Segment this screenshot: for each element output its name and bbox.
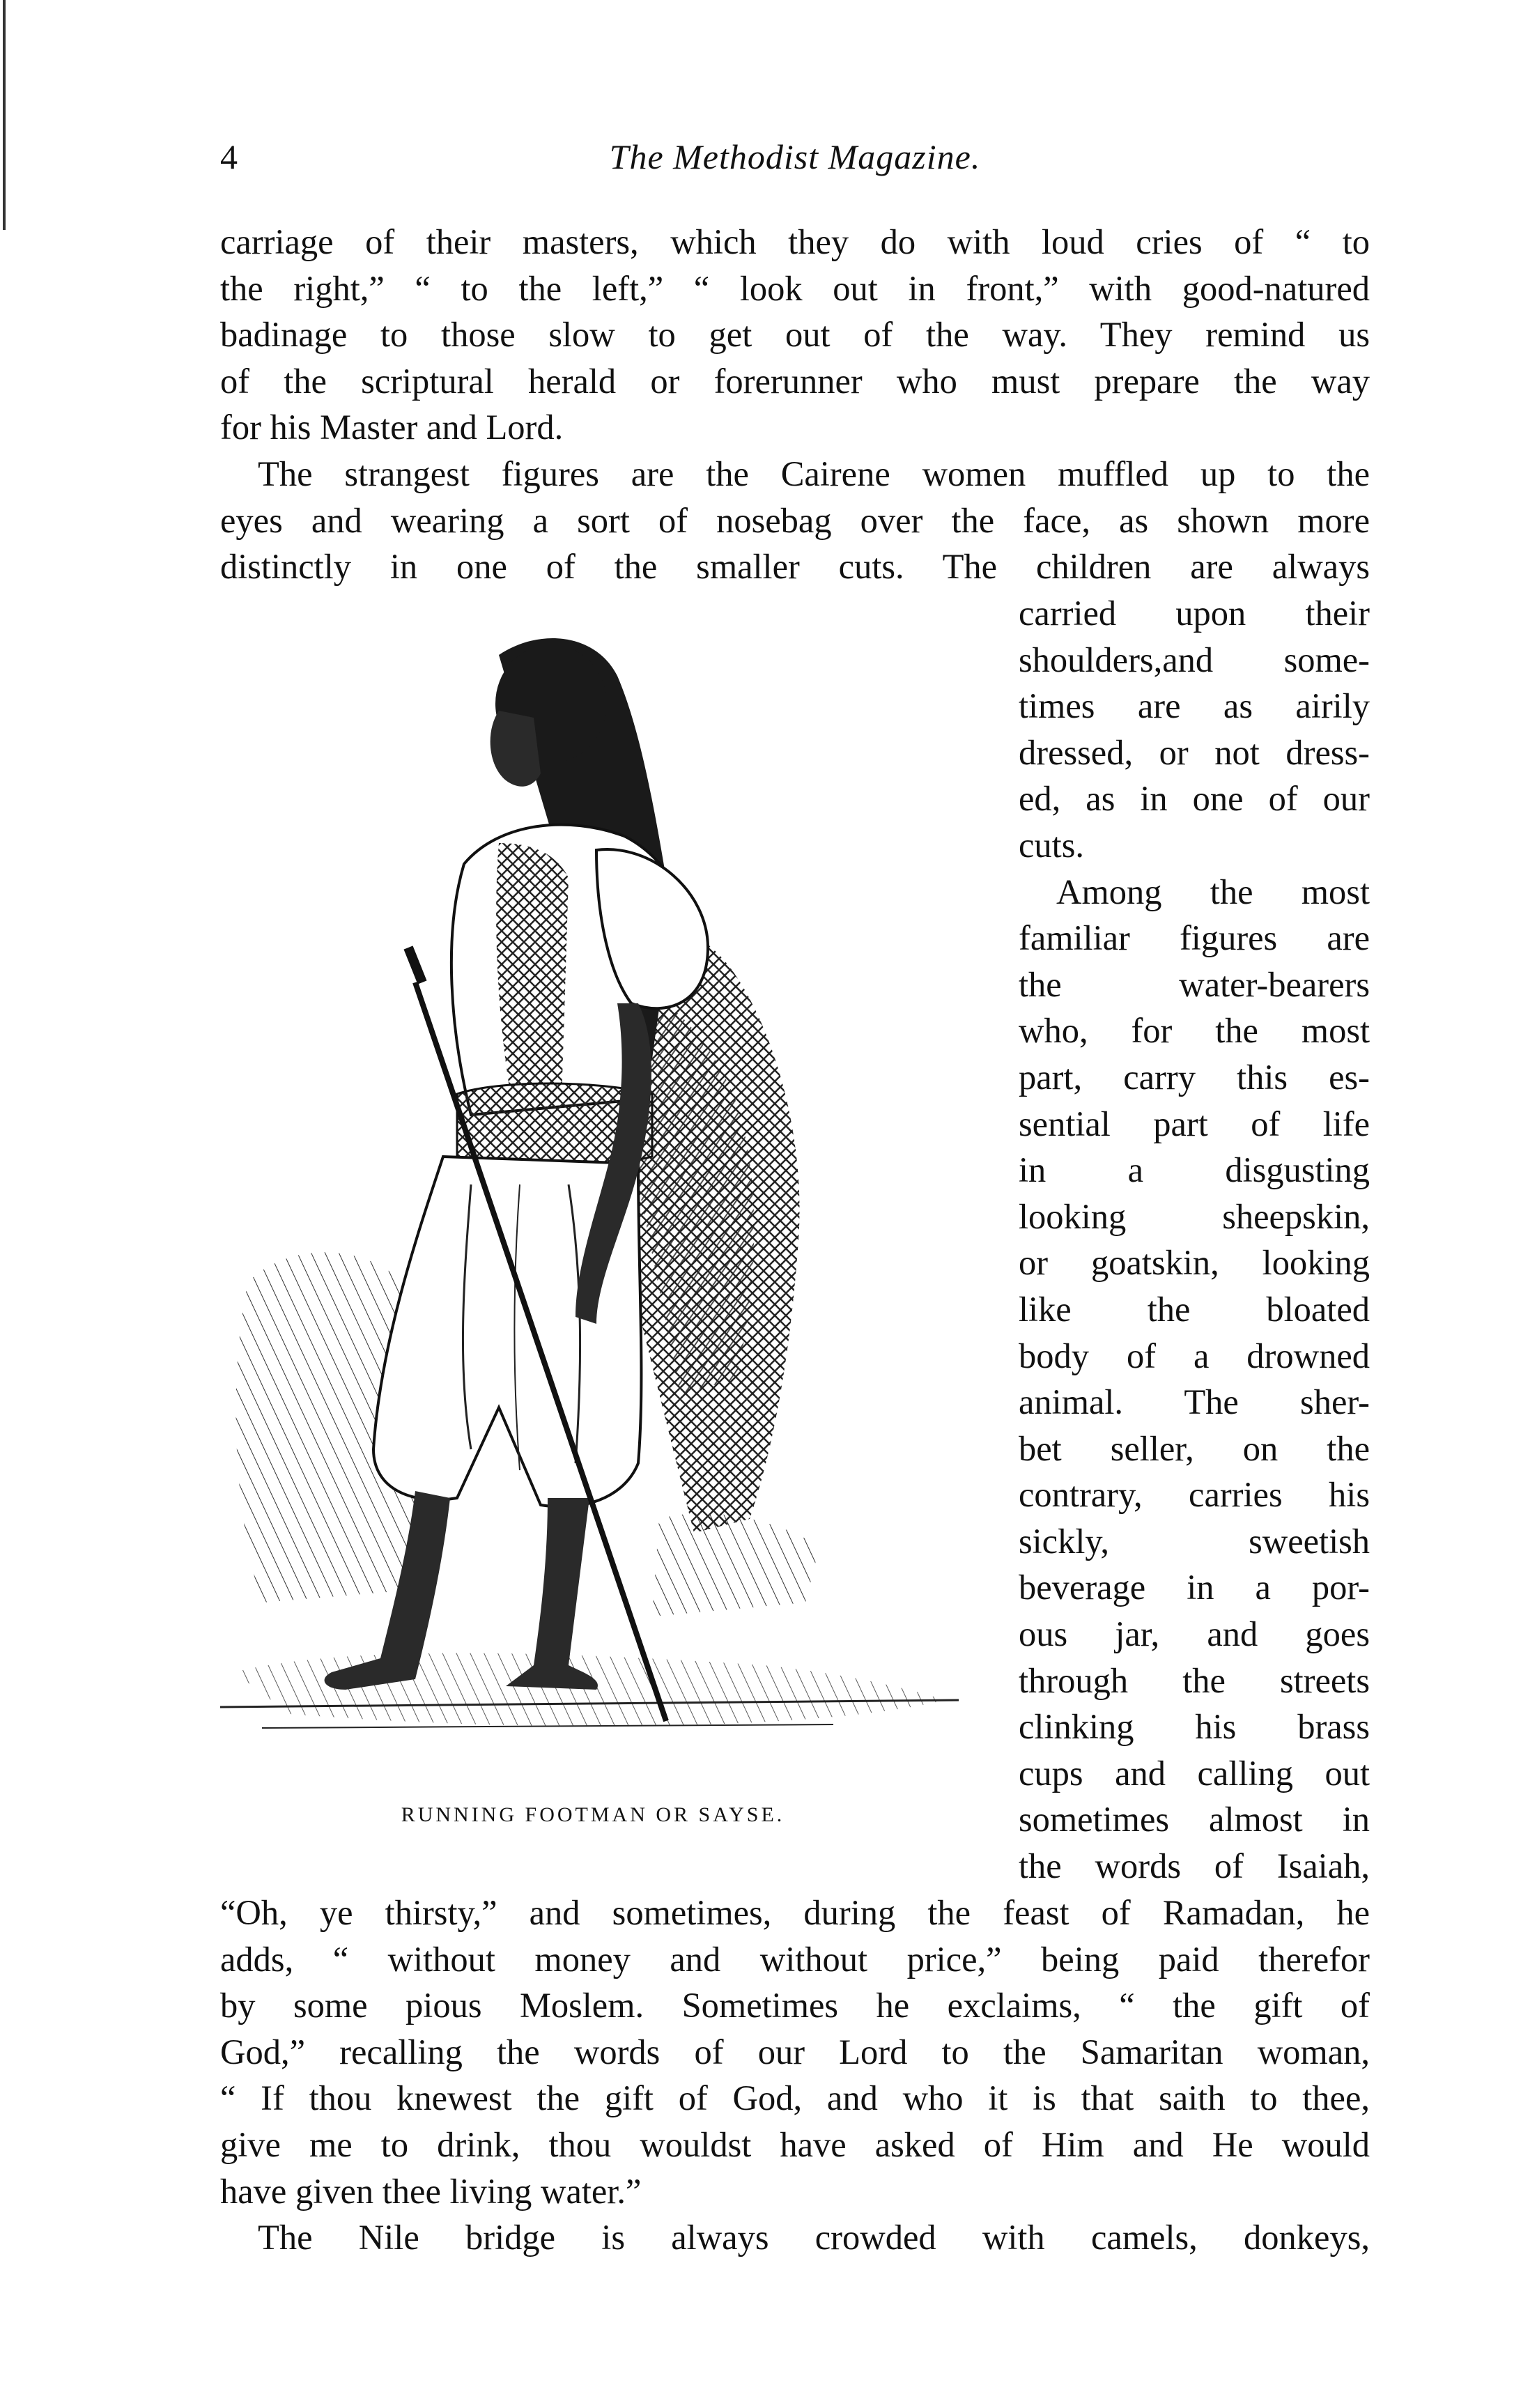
text-line: animal. The sher- <box>1019 1382 1370 1422</box>
text-line: have given thee living water.” <box>220 2171 642 2211</box>
text-line: ed, as in one of our <box>1019 779 1370 819</box>
text-line: shoulders,and some- <box>1019 640 1370 679</box>
page-number: 4 <box>220 137 238 176</box>
text-line: the words of Isaiah, <box>1019 1846 1370 1886</box>
text-line: who, for the most <box>1019 1011 1370 1051</box>
text-line: looking sheepskin, <box>1019 1196 1370 1236</box>
text-line: like the bloated <box>1019 1289 1370 1329</box>
text-line: contrary, carries his <box>1019 1475 1370 1515</box>
text-line: the right,” “ to the left,” “ look out in front,” with good-natured <box>220 268 1370 308</box>
text-line: carried upon their <box>1019 594 1370 633</box>
scan-edge-mark <box>3 0 6 230</box>
text-line: beverage in a por- <box>1019 1568 1370 1607</box>
text-line: or goatskin, looking <box>1019 1243 1370 1283</box>
text-line: sickly, sweetish <box>1019 1521 1370 1561</box>
figure-caption: RUNNING FOOTMAN OR SAYSE. <box>401 1803 785 1826</box>
text-line: bet seller, on the <box>1019 1428 1370 1468</box>
text-line: God,” recalling the words of our Lord to the Samaritan woman, <box>220 2032 1370 2071</box>
text-line: clinking his brass <box>1019 1707 1370 1747</box>
text-line: ous jar, and goes <box>1019 1614 1370 1654</box>
text-line: the water-bearers <box>1019 964 1370 1004</box>
text-line: dressed, or not dress- <box>1019 732 1370 772</box>
text-line: in a disgusting <box>1019 1150 1370 1190</box>
text-line: of the scriptural herald or forerunner who must prepare the way <box>220 361 1370 401</box>
text-line: cups and calling out <box>1019 1753 1370 1793</box>
text-line: sential part of life <box>1019 1104 1370 1143</box>
text-line: The strangest figures are the Cairene women muffled up to the <box>258 454 1370 493</box>
bottom-text-block <box>220 1890 1370 2261</box>
narrow-text-column <box>1019 590 1370 1890</box>
text-line: sometimes almost in <box>1019 1800 1370 1839</box>
text-line: familiar figures are <box>1019 918 1370 958</box>
text-line: times are as airily <box>1019 686 1370 726</box>
text-line: part, carry this es- <box>1019 1057 1370 1097</box>
text-line: carriage of their masters, which they do with loud cries of “ to <box>220 222 1370 261</box>
engraving-illustration <box>206 613 980 1791</box>
text-line: The Nile bridge is always crowded with camels, donkeys, <box>258 2218 1370 2258</box>
text-line: Among the most <box>1056 872 1370 911</box>
text-line: adds, “ without money and without price,” being paid therefor <box>220 1939 1370 1979</box>
running-head <box>220 137 1370 185</box>
text-line: by some pious Moslem. Sometimes he exclaims, “ the gift of <box>220 1986 1370 2025</box>
top-text-block <box>220 219 1370 590</box>
text-line: badinage to those slow to get out of the way. They remind us <box>220 315 1370 355</box>
text-line: “Oh, ye thirsty,” and sometimes, during the feast of Ramadan, he <box>220 1893 1370 1932</box>
text-line: cuts. <box>1019 825 1084 865</box>
text-line: give me to drink, thou wouldst have asked of Him and He would <box>220 2124 1370 2164</box>
text-line: eyes and wearing a sort of nosebag over the face, as shown more <box>220 500 1370 540</box>
text-line: body of a drowned <box>1019 1336 1370 1375</box>
text-line: distinctly in one of the smaller cuts. The children are always <box>220 547 1370 587</box>
footman-engraving <box>206 613 980 1791</box>
magazine-title: The Methodist Magazine. <box>609 137 981 176</box>
text-line: through the streets <box>1019 1660 1370 1700</box>
text-line: for his Master and Lord. <box>220 408 564 447</box>
text-line: “ If thou knewest the gift of God, and who it is that saith to thee, <box>220 2078 1370 2118</box>
